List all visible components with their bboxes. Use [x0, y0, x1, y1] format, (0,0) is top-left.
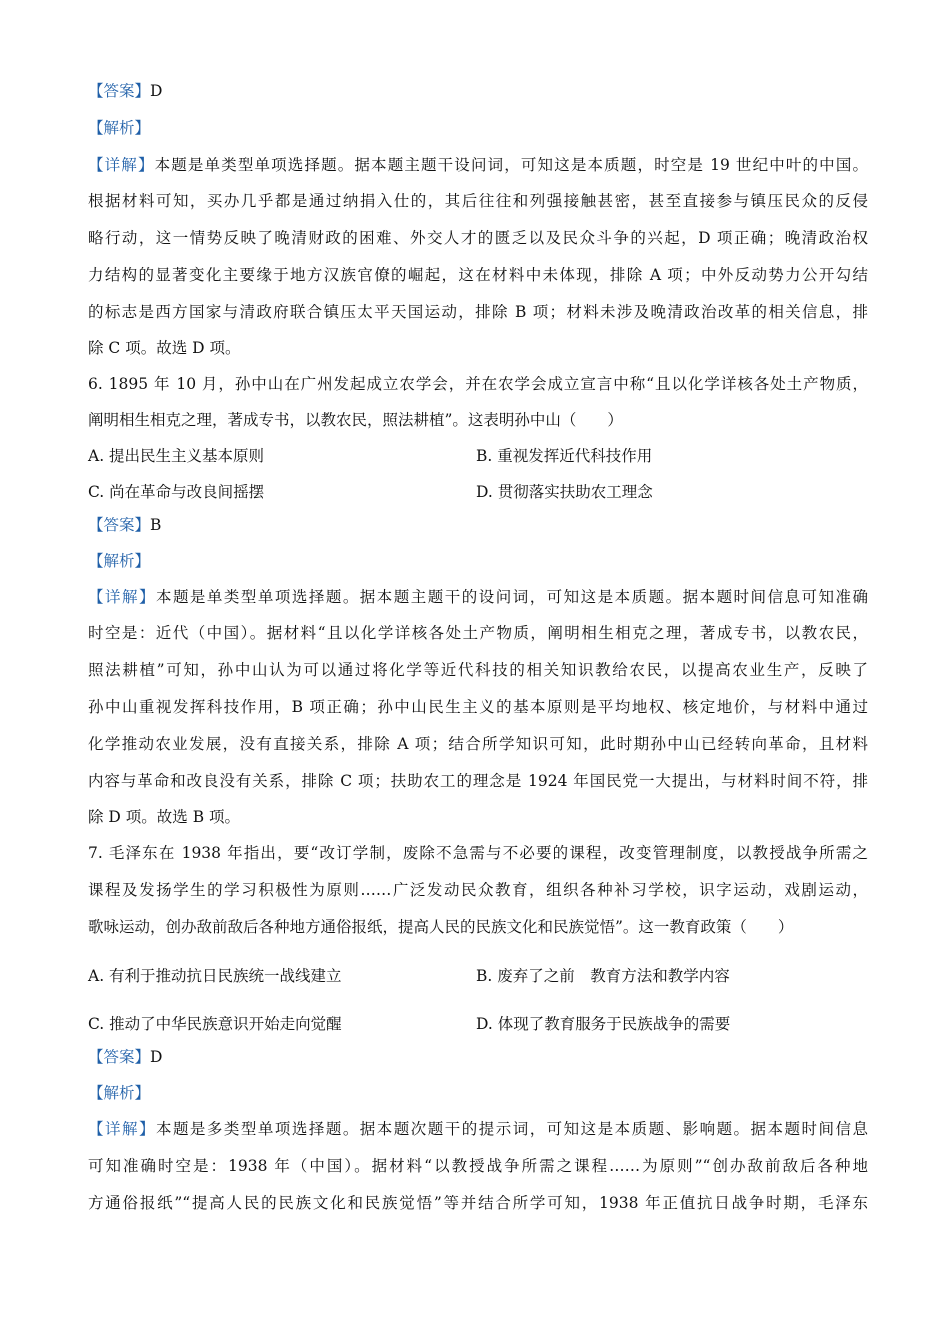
- q6-detail-line: 除 D 项。故选 B 项。: [88, 808, 241, 826]
- q6-detail-line: 内容与革命和改良没有关系，排除 C 项；扶助农工的理念是 1924 年国民党一大提出，与材料时间不符，排: [88, 772, 868, 790]
- q5-detail-line: 根据材料可知，买办几乎都是通过纳捐入仕的，其后往往和列强接触甚密，甚至直接参与镇压民众的反侵: [88, 192, 868, 210]
- q5-analysis-heading: [88, 117, 868, 139]
- q7-detail-line: 可知准确时空是：1938 年（中国）。据材料“以教授战争所需之课程……为原则”“创办敌前敌后各种地: [88, 1157, 868, 1175]
- analysis-tag: 【解析】: [88, 119, 151, 137]
- q7-analysis-heading: [88, 1082, 868, 1104]
- q7-detail-line: [88, 1118, 868, 1140]
- analysis-tag: 【解析】: [88, 552, 151, 570]
- q6-stem-line: 6. 1895 年 10 月，孙中山在广州发起成立农学会，并在农学会成立宣言中称“且以化学详核各处土产物质，: [88, 375, 868, 393]
- answer-tag: 【答案】: [88, 82, 151, 100]
- q6-detail-line: 孙中山重视发挥科技作用，B 项正确；孙中山民生主义的基本原则是平均地权、核定地价，与材料中通过: [88, 698, 868, 716]
- answer-value: B: [150, 516, 162, 534]
- q7-option-b: B. 废弃了之前 教育方法和教学内容: [476, 967, 730, 985]
- q7-detail-line: 方通俗报纸”“提高人民的民族文化和民族觉悟”等并结合所学可知，1938 年正值抗日战争时期，毛泽东: [88, 1194, 868, 1212]
- detail-text: 本题是多类型单项选择题。据本题次题干的提示词，可知这是本质题、影响题。据本题时间信息: [155, 1120, 868, 1138]
- q5-detail-line: [88, 154, 868, 176]
- q7-option-d: D. 体现了教育服务于民族战争的需要: [476, 1015, 731, 1033]
- q6-analysis-heading: [88, 550, 868, 572]
- q5-detail-line: 略行动，这一情势反映了晚清财政的困难、外交人才的匮乏以及民众斗争的兴起，D 项正确；晚清政治权: [88, 229, 868, 247]
- q5-detail-line: 力结构的显著变化主要缘于地方汉族官僚的崛起，这在材料中未体现，排除 A 项；中外反动势力公开勾结: [88, 266, 868, 284]
- detail-text: 本题是单类型单项选择题。据本题主题干设问词，可知这是本质题，时空是 19 世纪中叶的中国。: [154, 156, 868, 174]
- q6-detail-line: [88, 586, 868, 608]
- q7-answer-line: [88, 1046, 868, 1068]
- q6-option-c: C. 尚在革命与改良间摇摆: [88, 483, 265, 501]
- analysis-tag: 【解析】: [88, 1084, 151, 1102]
- q7-stem-line: 歌咏运动，创办敌前敌后各种地方通俗报纸，提高人民的民族文化和民族觉悟”。这一教育政策（ ）: [88, 918, 794, 936]
- q6-option-d: D. 贯彻落实扶助农工理念: [476, 483, 653, 501]
- detail-text: 本题是单类型单项选择题。据本题主题干的设问词，可知这是本质题。据本题时间信息可知准确: [155, 588, 868, 606]
- q6-stem-line: 阐明相生相克之理，著成专书，以教农民，照法耕植”。这表明孙中山（ ）: [88, 411, 623, 429]
- detail-tag: 【详解】: [88, 156, 155, 174]
- q6-option-a: A. 提出民生主义基本原则: [88, 447, 265, 465]
- answer-tag: 【答案】: [88, 1048, 151, 1066]
- q5-answer-line: [88, 80, 868, 102]
- answer-value: D: [150, 82, 163, 100]
- q6-detail-line: 化学推动农业发展，没有直接关系，排除 A 项；结合所学知识可知，此时期孙中山已经转向革命，且材料: [88, 735, 868, 753]
- q6-answer-line: [88, 514, 868, 536]
- q6-detail-line: 照法耕植”可知，孙中山认为可以通过将化学等近代科技的相关知识教给农民，以提高农业生产，反映了: [88, 661, 868, 679]
- q5-detail-line: 的标志是西方国家与清政府联合镇压太平天国运动，排除 B 项；材料未涉及晚清政治改革的相关信息，排: [88, 303, 868, 321]
- q7-option-a: A. 有利于推动抗日民族统一战线建立: [88, 967, 342, 985]
- answer-tag: 【答案】: [88, 516, 151, 534]
- q7-option-c: C. 推动了中华民族意识开始走向觉醒: [88, 1015, 342, 1033]
- detail-tag: 【详解】: [88, 1120, 156, 1138]
- answer-value: D: [150, 1048, 163, 1066]
- detail-tag: 【详解】: [88, 588, 156, 606]
- q7-stem-line: 课程及发扬学生的学习积极性为原则……广泛发动民众教育，组织各种补习学校，识字运动，戏剧运动，: [88, 881, 868, 899]
- q6-detail-line: 时空是：近代（中国）。据材料“且以化学详核各处土产物质，阐明相生相克之理，著成专书，以教农民，: [88, 624, 868, 642]
- q7-stem-line: 7. 毛泽东在 1938 年指出，要“改订学制，废除不急需与不必要的课程，改变管理制度，以教授战争所需之: [88, 844, 868, 862]
- q5-detail-line: 除 C 项。故选 D 项。: [88, 339, 241, 357]
- q6-option-b: B. 重视发挥近代科技作用: [476, 447, 653, 465]
